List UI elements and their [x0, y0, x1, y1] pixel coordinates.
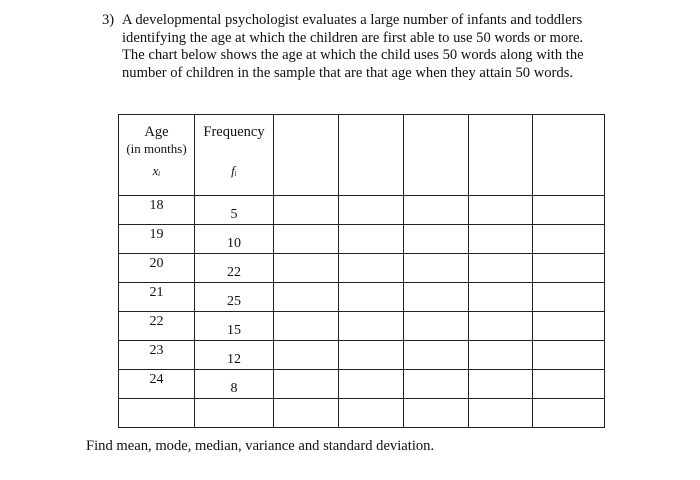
- age-value: 19: [149, 227, 164, 242]
- age-variable: xᵢ: [152, 163, 161, 178]
- empty-cell: [274, 283, 339, 312]
- age-cell: [119, 196, 195, 225]
- frequency-cell: [195, 196, 274, 225]
- empty-cell: [469, 341, 533, 370]
- empty-cell: [339, 370, 404, 399]
- empty-cell: [469, 312, 533, 341]
- empty-cell: [469, 196, 533, 225]
- frequency-cell: [195, 283, 274, 312]
- table-row: [119, 312, 605, 341]
- frequency-table: [118, 114, 605, 428]
- table-row: [119, 225, 605, 254]
- empty-cell: [469, 115, 533, 196]
- empty-cell: [339, 254, 404, 283]
- age-value: 21: [149, 285, 164, 300]
- empty-cell: [404, 283, 469, 312]
- empty-cell: [404, 399, 469, 428]
- empty-cell: [339, 399, 404, 428]
- empty-cell: [404, 370, 469, 399]
- frequency-value: 5: [230, 207, 238, 222]
- empty-cell: [469, 283, 533, 312]
- instruction-text: Find mean, mode, median, variance and standard deviation.: [86, 438, 435, 454]
- table-row: [119, 254, 605, 283]
- frequency-value: 22: [227, 265, 241, 280]
- empty-cell: [469, 254, 533, 283]
- empty-cell: [533, 115, 605, 196]
- frequency-cell: [195, 225, 274, 254]
- empty-cell: [339, 341, 404, 370]
- age-cell: [119, 341, 195, 370]
- age-value: 23: [149, 343, 164, 358]
- empty-cell: [274, 254, 339, 283]
- age-cell: [119, 254, 195, 283]
- frequency-cell: [195, 254, 274, 283]
- age-cell: [119, 370, 195, 399]
- frequency-header-cell: [195, 115, 274, 196]
- table-row: [119, 341, 605, 370]
- empty-cell: [339, 312, 404, 341]
- empty-cell: [404, 115, 469, 196]
- age-value: 22: [149, 314, 164, 329]
- empty-cell: [404, 225, 469, 254]
- frequency-cell: [195, 399, 274, 428]
- frequency-value: 8: [230, 381, 238, 396]
- age-cell: [119, 283, 195, 312]
- empty-cell: [533, 225, 605, 254]
- frequency-value: 10: [227, 236, 241, 251]
- empty-cell: [339, 196, 404, 225]
- empty-cell: [533, 254, 605, 283]
- table-row: [119, 370, 605, 399]
- frequency-value: 25: [227, 294, 241, 309]
- frequency-value: 12: [227, 352, 241, 367]
- frequency-value: 15: [227, 323, 241, 338]
- empty-cell: [533, 399, 605, 428]
- empty-cell: [469, 370, 533, 399]
- empty-cell: [274, 399, 339, 428]
- empty-cell: [404, 196, 469, 225]
- frequency-cell: [195, 341, 274, 370]
- empty-cell: [274, 225, 339, 254]
- empty-cell: [469, 225, 533, 254]
- empty-cell: [404, 341, 469, 370]
- age-cell: [119, 312, 195, 341]
- problem-text: A developmental psychologist evaluates a large number of infants and toddlers identifying the age at which the children are first able to use 50 words or more. The chart below shows the age at which the child uses 50 words along with the number of children in the sample that are that age when they attain 50 words.: [122, 12, 584, 81]
- empty-cell: [339, 115, 404, 196]
- age-header-label: Age: [144, 124, 169, 140]
- age-cell: [119, 399, 195, 428]
- problem-statement: [102, 12, 602, 82]
- age-value: 20: [149, 256, 164, 271]
- empty-cell: [533, 283, 605, 312]
- empty-cell: [339, 225, 404, 254]
- age-header-cell: [119, 115, 195, 196]
- empty-cell: [469, 399, 533, 428]
- empty-cell: [274, 115, 339, 196]
- empty-cell: [533, 370, 605, 399]
- frequency-cell: [195, 370, 274, 399]
- frequency-variable: fᵢ: [231, 163, 237, 178]
- table-header-row: [119, 115, 605, 196]
- frequency-header-label: Frequency: [203, 124, 265, 140]
- empty-cell: [533, 312, 605, 341]
- empty-cell: [404, 312, 469, 341]
- empty-cell: [274, 312, 339, 341]
- empty-cell: [274, 341, 339, 370]
- empty-cell: [339, 283, 404, 312]
- empty-cell: [533, 196, 605, 225]
- age-value: 18: [149, 198, 164, 213]
- frequency-cell: [195, 312, 274, 341]
- empty-cell: [274, 370, 339, 399]
- age-header-unit: (in months): [126, 141, 187, 156]
- table-row: [119, 399, 605, 428]
- table-row: [119, 283, 605, 312]
- age-value: 24: [149, 372, 164, 387]
- problem-number: 3): [102, 12, 115, 28]
- age-cell: [119, 225, 195, 254]
- table-row: [119, 196, 605, 225]
- empty-cell: [404, 254, 469, 283]
- empty-cell: [274, 196, 339, 225]
- empty-cell: [533, 341, 605, 370]
